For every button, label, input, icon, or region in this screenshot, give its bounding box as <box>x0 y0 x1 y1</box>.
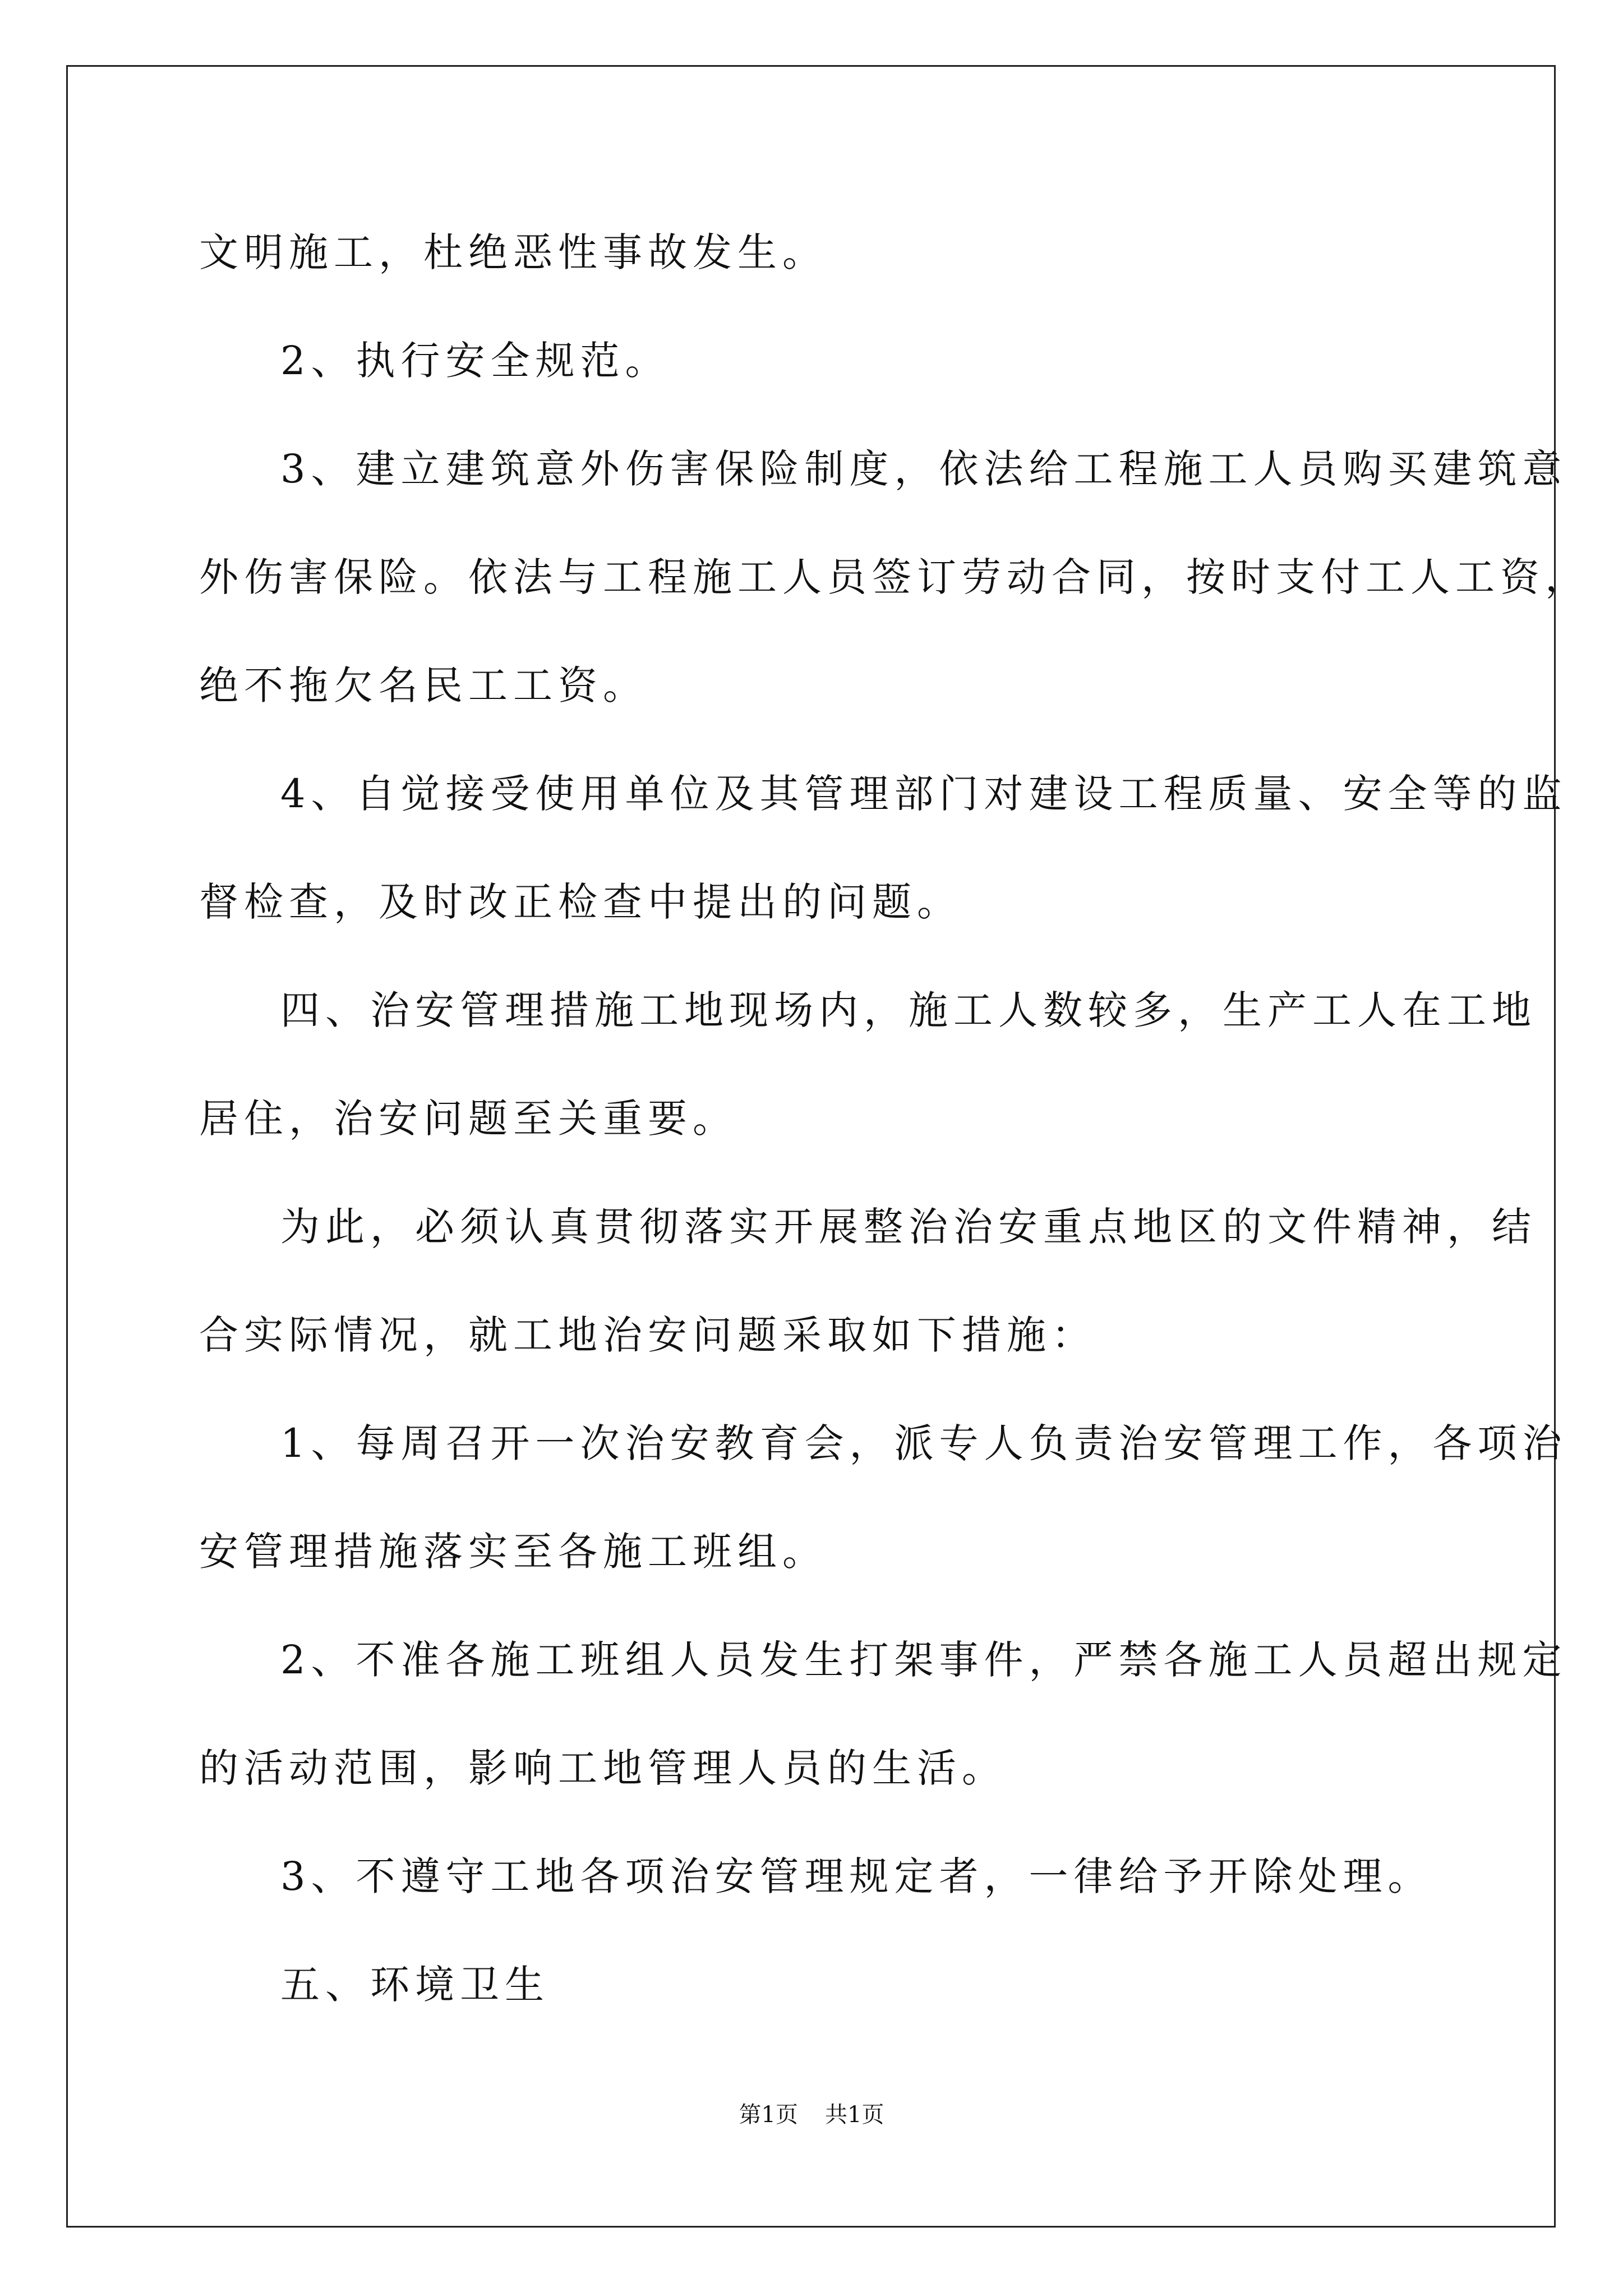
text-line: 外伤害保险。依法与工程施工人员签订劳动合同，按时支付工人工资， <box>199 554 1590 600</box>
text-line: 的活动范围，影响工地管理人员的生活。 <box>199 1745 1007 1791</box>
text-line: 安管理措施落实至各施工班组。 <box>199 1529 827 1575</box>
section-heading: 五、环境卫生 <box>280 1962 550 2008</box>
text-line: 4、自觉接受使用单位及其管理部门对建设工程质量、安全等的监 <box>280 771 1567 817</box>
text-line: 文明施工，杜绝恶性事故发生。 <box>199 229 827 275</box>
page-total: 共1页 <box>825 2102 884 2128</box>
text-line: 1、每周召开一次治安教育会，派专人负责治安管理工作，各项治 <box>280 1420 1567 1466</box>
text-line: 合实际情况，就工地治安问题采取如下措施： <box>199 1312 1096 1358</box>
text-line: 2、不准各施工班组人员发生打架事件，严禁各施工人员超出规定 <box>280 1637 1567 1683</box>
text-line: 2、执行安全规范。 <box>280 338 670 384</box>
text-line: 居住，治安问题至关重要。 <box>199 1096 737 1142</box>
text-line: 四、治安管理措施工地现场内，施工人数较多，生产工人在工地 <box>280 987 1537 1033</box>
text-line: 督检查，及时改正检查中提出的问题。 <box>199 879 962 925</box>
text-line: 绝不拖欠名民工工资。 <box>199 662 648 708</box>
page-number: 第1页 <box>739 2102 798 2128</box>
text-line: 为此，必须认真贯彻落实开展整治治安重点地区的文件精神，结 <box>280 1204 1537 1250</box>
page-footer <box>0 2098 1623 2132</box>
text-line: 3、建立建筑意外伤害保险制度，依法给工程施工人员购买建筑意 <box>280 446 1567 492</box>
text-line: 3、不遵守工地各项治安管理规定者，一律给予开除处理。 <box>280 1853 1433 1899</box>
